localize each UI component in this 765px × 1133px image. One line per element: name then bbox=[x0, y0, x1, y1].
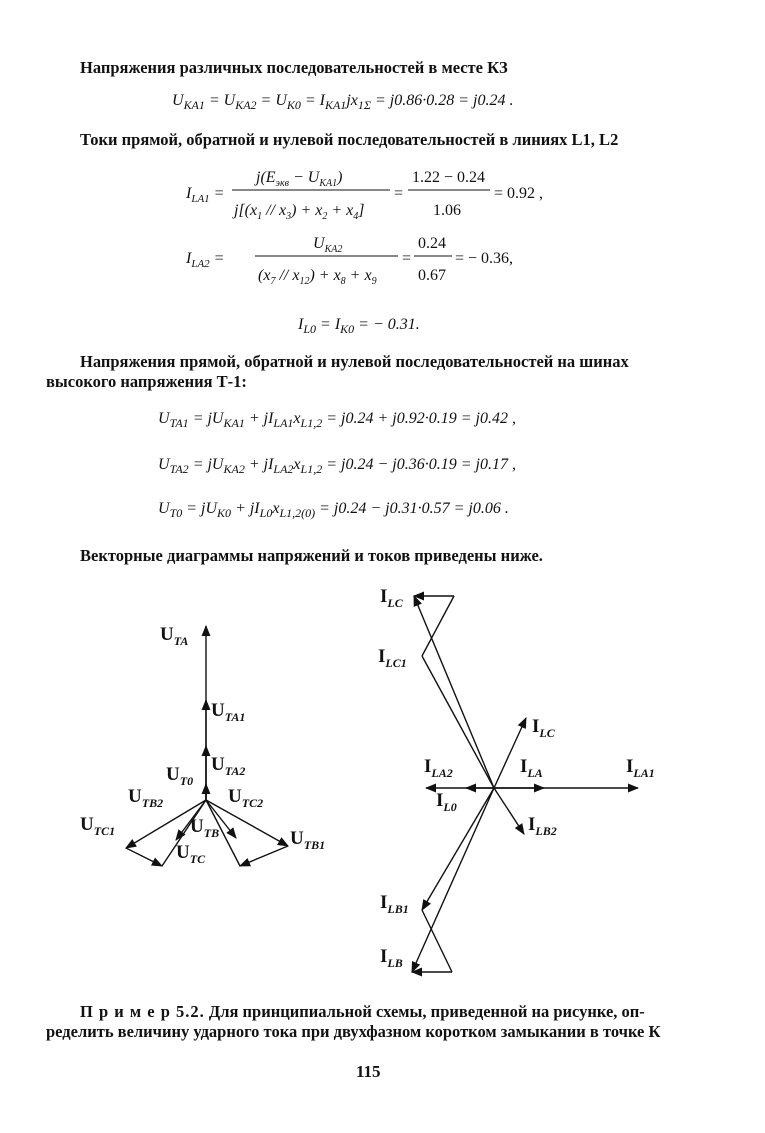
svg-text:(x7 // x12) + x8 + x9: $(x_7 // x_{12}) + x_8 + x_9$ bbox=[258, 267, 377, 287]
svg-text:=: = bbox=[401, 250, 412, 267]
svg-text:ILA1 =: $I_{LA1}$ = bbox=[186, 185, 225, 205]
svg-text:IL0: $I_{L0}$ bbox=[436, 790, 457, 814]
svg-text:0.67: 0.67 bbox=[418, 267, 446, 284]
eq-UT2: $U_{TA2} = jU_{KA2} + jI_{LA2}x_{L1,2} = j0.24 - j0.36\cdot 0.19 = j0.17$ , bbox=[158, 456, 516, 477]
current-vector-diagram bbox=[412, 596, 638, 972]
svg-text:ILC1: $I_{LC1}$ bbox=[378, 646, 407, 670]
svg-text:UTA2: $U_{TA2}$ bbox=[211, 754, 246, 778]
svg-text:UT0: $U_{T0}$ bbox=[166, 764, 194, 788]
svg-text:1.06: 1.06 bbox=[433, 202, 461, 219]
page-number: 115 bbox=[356, 1062, 381, 1081]
svg-text:ILA2: $I_{LA2}$ bbox=[424, 756, 453, 780]
svg-text:UTB2: $U_{TB2}$ bbox=[128, 786, 164, 810]
svg-text:ILB1: $I_{LB1}$ bbox=[380, 892, 409, 916]
voltage-diagram-labels bbox=[80, 624, 325, 866]
svg-text:ILB: $I_{LB}$ bbox=[380, 946, 403, 970]
vector-ILC-small bbox=[494, 718, 526, 788]
svg-text:UTC2: $U_{TC2}$ bbox=[228, 786, 264, 810]
svg-text:j(Eэкв − UKA1): $j(E_{экв} - U_{KA1})$ bbox=[256, 169, 343, 189]
vector-diagram-caption: Векторные диаграммы напряжений и токов приведены ниже. bbox=[80, 546, 543, 565]
svg-text:1.22 − 0.24: 1.22 − 0.24 bbox=[412, 169, 486, 186]
svg-text:= 0.92 ,: = 0.92 , bbox=[494, 185, 544, 202]
svg-text:= − 0.36,: = − 0.36, bbox=[455, 250, 514, 267]
svg-text:ILA: $I_{LA}$ bbox=[520, 756, 543, 780]
svg-text:0.24: 0.24 bbox=[418, 235, 446, 252]
svg-text:UTB1: $U_{TB1}$ bbox=[290, 828, 326, 852]
vector-UTB-tip bbox=[240, 846, 288, 866]
svg-text:ILA2 =: $I_{LA2}$ = bbox=[186, 250, 225, 270]
svg-text:UTB: $U_{TB}$ bbox=[190, 816, 220, 840]
svg-text:ILC: $I_{LC}$ bbox=[380, 586, 403, 610]
svg-text:UTC: $U_{TC}$ bbox=[176, 842, 206, 866]
vector-ILB2 bbox=[494, 788, 524, 834]
vector-ILB bbox=[412, 788, 494, 972]
vector-ILB1 bbox=[422, 788, 494, 910]
eq-UT1: $U_{TA1} = jU_{KA1} + jI_{LA1}x_{L1,2} = j0.24 + j0.92\cdot 0.19 = j0.42$ , bbox=[158, 410, 516, 431]
line-currents-intro: Токи прямой, обратной и нулевой последовательностей в линиях L1, L2 bbox=[80, 130, 619, 149]
transformer-intro: Напряжения прямой, обратной и нулевой последовательностей на шинах высокого напряжения Т-1: bbox=[46, 352, 629, 391]
example-text-line-2: ределить величину ударного тока при двухфазном коротком замыкании в точке К bbox=[46, 1022, 661, 1041]
example-paragraph bbox=[46, 1002, 726, 1022]
eq-UT0: $U_{T0} = jU_{K0} + jI_{L0}x_{L1,2(0)} = j0.24 - j0.31\cdot 0.57 = j0.06$ . bbox=[158, 500, 509, 521]
eq-current-LA1 bbox=[0, 160, 765, 230]
example-text-line-1: Для принципиальной схемы, приведенной на рисунке, оп- bbox=[204, 1002, 645, 1021]
example-label: П р и м е р 5.2. bbox=[80, 1002, 205, 1021]
eq-current-L0: $I_{L0} = I_{K0}$ = − 0.31. bbox=[298, 316, 420, 337]
fault-voltage-equation: $U_{КА1} = U_{КА2} = U_{К0} = I_{КА1}jx_{1\Sigma} = j0.86\cdot 0.28 = j0.24$ . bbox=[172, 92, 514, 113]
svg-text:ILC: $I_{LC}$ bbox=[532, 716, 555, 740]
fault-voltage-intro: Напряжения различных последовательностей в месте КЗ bbox=[80, 58, 508, 77]
svg-text:ILA1: $I_{LA1}$ bbox=[626, 756, 655, 780]
svg-text:=: = bbox=[393, 185, 404, 202]
vector-UTC-tip bbox=[126, 848, 162, 866]
svg-text:UTA: $U_{TA}$ bbox=[160, 624, 189, 648]
svg-text:ILB2: $I_{LB2}$ bbox=[528, 814, 557, 838]
current-diagram-labels bbox=[378, 586, 655, 970]
svg-text:j[(x1 // x3) + x2 + x4]: $j[(x_1 // x_3) + x_2 + x_4]$ bbox=[234, 202, 365, 222]
svg-text:UTC1: $U_{TC1}$ bbox=[80, 814, 116, 838]
svg-text:UTA1: $U_{TA1}$ bbox=[211, 700, 246, 724]
vector-diagrams bbox=[0, 580, 765, 1000]
svg-text:UKA2: $U_{KA2}$ bbox=[313, 235, 343, 255]
eq-current-LA2 bbox=[0, 228, 765, 290]
